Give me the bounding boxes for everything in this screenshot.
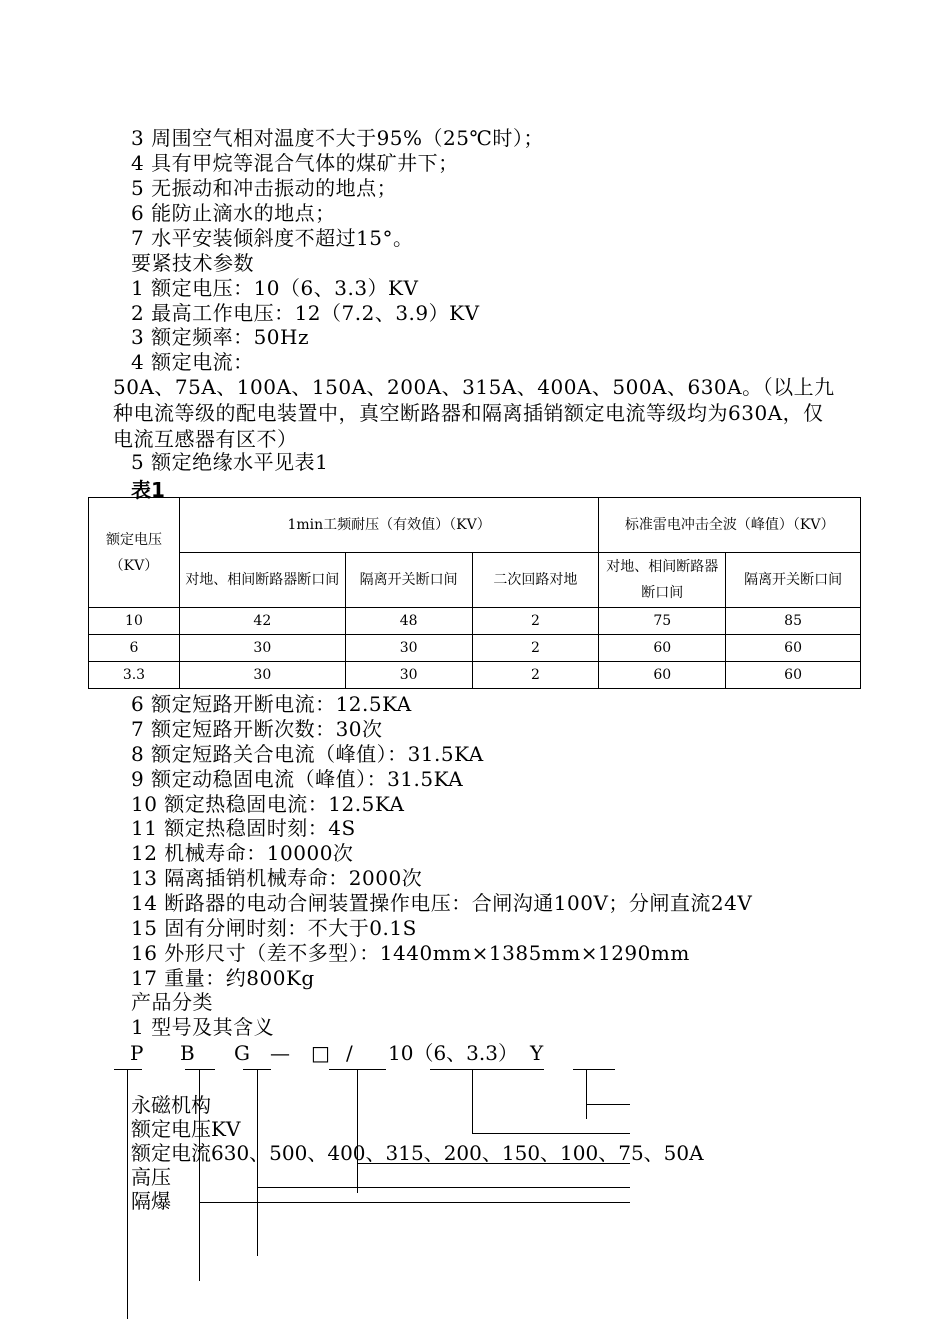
param-10: 10 额定热稳固电流：12.5KA: [131, 792, 405, 816]
meaning-permanent-magnet: 永磁机构: [131, 1093, 211, 1117]
sub-header-cell: 隔离开关断口间: [345, 553, 472, 608]
header-rated-voltage: 额定电压（KV）: [89, 498, 180, 608]
param-1: 1 额定电压：10（6、3.3）KV: [131, 276, 419, 300]
sub-header-cell: 隔离开关断口间: [726, 553, 861, 608]
table-cell: 3.3: [89, 662, 180, 689]
model-code-y: Y: [530, 1041, 544, 1065]
header-lightning-impulse: 标准雷电冲击全波（峰值）（KV）: [599, 498, 861, 553]
meaning-high-voltage: 高压: [131, 1165, 171, 1189]
model-code-voltage: 10（6、3.3）: [388, 1041, 518, 1065]
param-7: 7 额定短路开断次数：30次: [131, 717, 383, 741]
table-row: [89, 635, 861, 662]
param-4: 4 额定电流：: [131, 350, 254, 374]
param-8: 8 额定短路关合电流（峰值）：31.5KA: [131, 742, 484, 766]
header-power-frequency: 1min工频耐压（有效值）（KV）: [179, 498, 598, 553]
table-cell: 2: [472, 635, 599, 662]
model-code-dash: —: [270, 1041, 290, 1065]
table-cell: 60: [726, 635, 861, 662]
model-code-p: P: [130, 1041, 144, 1065]
table-cell: 30: [345, 662, 472, 689]
param-12: 12 机械寿命：10000次: [131, 841, 354, 865]
meaning-rated-voltage: 额定电压KV: [131, 1117, 241, 1141]
table-row: [89, 608, 861, 635]
param-6: 6 额定短路开断电流：12.5KA: [131, 692, 412, 716]
table-cell: 60: [599, 662, 726, 689]
table-cell: 2: [472, 662, 599, 689]
table-row: [89, 662, 861, 689]
sub-header-cell: 对地、相间断路器断口间: [599, 553, 726, 608]
env-item-4: 4 具有甲烷等混合气体的煤矿井下；: [131, 151, 459, 175]
params-heading: 要紧技术参数: [131, 251, 254, 275]
param-9: 9 额定动稳固电流（峰值）：31.5KA: [131, 767, 464, 791]
table-cell: 48: [345, 608, 472, 635]
table-cell: 85: [726, 608, 861, 635]
param-16: 16 外形尺寸（差不多型）：1440mm×1385mm×1290mm: [131, 941, 690, 965]
param-11: 11 额定热稳固时刻：4S: [131, 816, 356, 840]
table-cell: 60: [599, 635, 726, 662]
param-3: 3 额定频率：50Hz: [131, 325, 310, 349]
table-cell: 10: [89, 608, 180, 635]
env-item-7: 7 水平安装倾斜度不超过15°。: [131, 226, 414, 250]
meaning-explosion-proof: 隔爆: [131, 1189, 171, 1213]
model-code-box: □: [311, 1041, 330, 1065]
env-item-5: 5 无振动和冲击振动的地点；: [131, 176, 398, 200]
param-5: 5 额定绝缘水平见表1: [131, 450, 329, 474]
table-title: 表1: [131, 478, 165, 502]
current-paragraph: 50A、75A、100A、150A、200A、315A、400A、500A、630A。（以上九种电流等级的配电装置中，真空断路器和隔离插销额定电流等级均为630A，仅电流互感器有区不）: [113, 375, 835, 451]
table-cell: 30: [179, 662, 345, 689]
insulation-table: [88, 497, 861, 689]
table-cell: 2: [472, 608, 599, 635]
param-15: 15 固有分闸时刻：不大于0.1S: [131, 916, 417, 940]
model-code-slash: /: [346, 1041, 353, 1065]
param-2: 2 最高工作电压：12（7.2、3.9）KV: [131, 301, 480, 325]
table-cell: 6: [89, 635, 180, 662]
model-code-g: G: [234, 1041, 250, 1065]
model-code-b: B: [180, 1041, 195, 1065]
table-cell: 30: [345, 635, 472, 662]
meaning-rated-current: 额定电流630、500、400、315、200、150、100、75、50A: [131, 1141, 704, 1165]
table-cell: 42: [179, 608, 345, 635]
sub-header-cell: 二次回路对地: [472, 553, 599, 608]
table-cell: 30: [179, 635, 345, 662]
env-item-3: 3 周围空气相对温度不大于95%（25℃时）；: [131, 126, 544, 150]
env-item-6: 6 能防止滴水的地点；: [131, 201, 336, 225]
param-14: 14 断路器的电动合闸装置操作电压：合闸沟通100V；分闸直流24V: [131, 891, 753, 915]
param-13: 13 隔离插销机械寿命：2000次: [131, 866, 423, 890]
classification-heading: 产品分类: [131, 990, 213, 1014]
table-cell: 75: [599, 608, 726, 635]
sub-header-cell: 对地、相间断路器断口间: [179, 553, 345, 608]
model-heading: 1 型号及其含义: [131, 1015, 275, 1039]
table-cell: 60: [726, 662, 861, 689]
param-17: 17 重量：约800Kg: [131, 966, 315, 990]
